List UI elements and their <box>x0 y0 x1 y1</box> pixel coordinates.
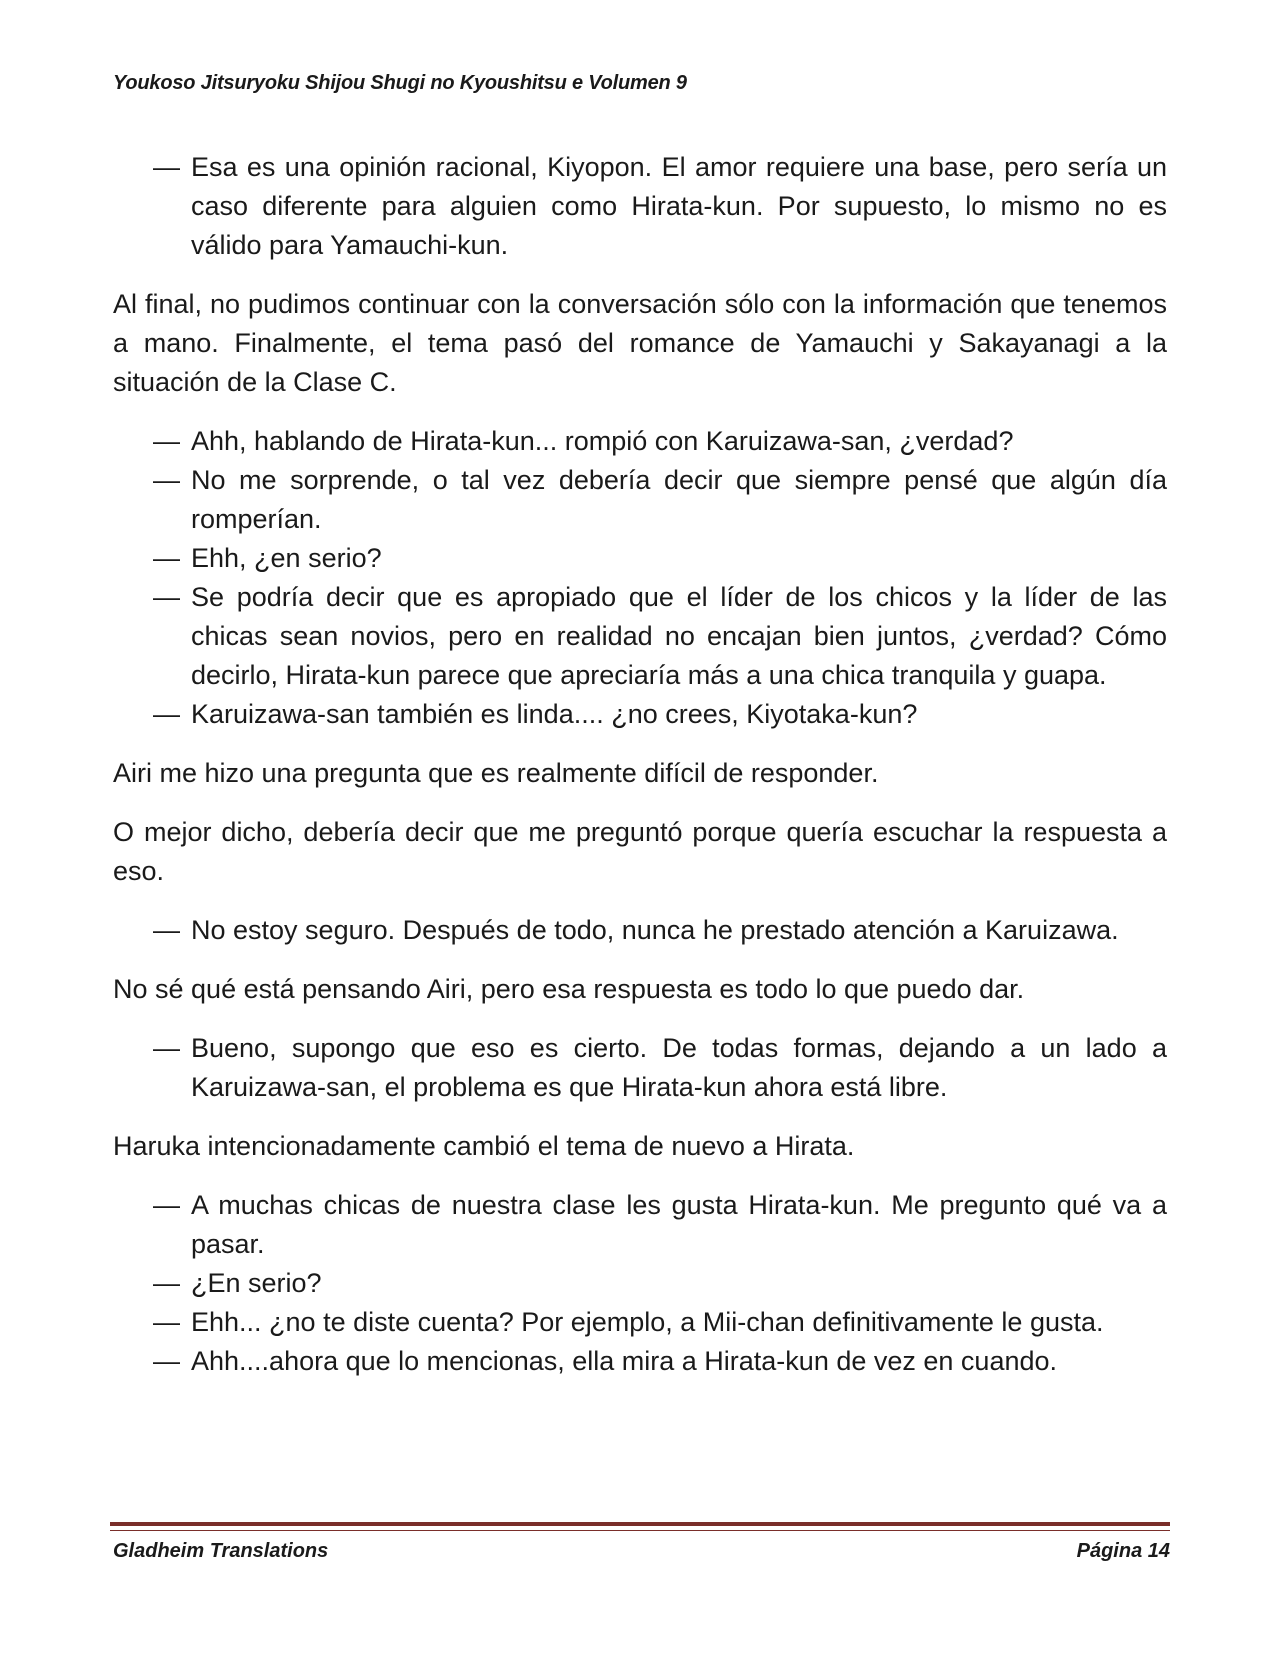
dialog-line-text: No me sorprende, o tal vez debería decir que siempre pensé que algún día romperían. <box>191 465 1167 534</box>
dialog-line-text: Se podría decir que es apropiado que el líder de los chicos y la líder de las chicas sean novios, pero en realidad no encajan bien juntos, ¿verdad? Cómo decirlo, Hirata-kun parece que apreciaría más a una chica tranquila y guapa. <box>191 582 1167 690</box>
dialog-block <box>113 1029 1167 1107</box>
narration-paragraph: Haruka intencionadamente cambió el tema de nuevo a Hirata. <box>113 1131 855 1161</box>
dialog-dash: — <box>153 543 180 573</box>
dialog-line-text: Esa es una opinión racional, Kiyopon. El amor requiere una base, pero sería un caso diferente para alguien como Hirata-kun. Por supuesto, lo mismo no es válido para Yamauchi-kun. <box>191 152 1167 260</box>
narration-paragraph: Al final, no pudimos continuar con la conversación sólo con la información que tenemos a mano. Finalmente, el tema pasó del romance de Yamauchi y Sakayanagi a la situación de la Clase C. <box>113 289 1167 397</box>
dialog-line-text: Ehh, ¿en serio? <box>191 543 382 573</box>
narration-paragraph: Airi me hizo una pregunta que es realmente difícil de responder. <box>113 758 879 788</box>
dialog-line <box>153 1264 1167 1303</box>
dialog-line-text: Ahh....ahora que lo mencionas, ella mira a Hirata-kun de vez en cuando. <box>191 1346 1058 1376</box>
dialog-line <box>153 539 1167 578</box>
dialog-line <box>153 1303 1167 1342</box>
dialog-dash: — <box>153 1268 180 1298</box>
footer-divider-thin <box>110 1530 1170 1531</box>
dialog-line <box>153 1186 1167 1264</box>
footer-publisher: Gladheim Translations <box>113 1540 329 1562</box>
dialog-line <box>153 461 1167 539</box>
dialog-dash: — <box>153 1346 180 1376</box>
dialog-line-text: Ahh, hablando de Hirata-kun... rompió con Karuizawa-san, ¿verdad? <box>191 426 1014 456</box>
dialog-dash: — <box>153 465 180 495</box>
dialog-line <box>153 578 1167 695</box>
page-header-title: Youkoso Jitsuryoku Shijou Shugi no Kyoushitsu e Volumen 9 <box>113 72 687 94</box>
narration-paragraph: O mejor dicho, debería decir que me preguntó porque quería escuchar la respuesta a eso. <box>113 817 1167 886</box>
dialog-dash: — <box>153 699 180 729</box>
dialog-dash: — <box>153 426 180 456</box>
dialog-line <box>153 911 1167 950</box>
dialog-line <box>153 1029 1167 1107</box>
dialog-block <box>113 1186 1167 1381</box>
dialog-dash: — <box>153 915 180 945</box>
dialog-dash: — <box>153 1033 180 1063</box>
dialog-dash: — <box>153 582 180 612</box>
dialog-line <box>153 422 1167 461</box>
dialog-line-text: Karuizawa-san también es linda.... ¿no crees, Kiyotaka-kun? <box>191 699 918 729</box>
dialog-line <box>153 1342 1167 1381</box>
footer-page-number: Página 14 <box>1076 1540 1170 1562</box>
page-content <box>113 148 1167 1401</box>
dialog-block <box>113 422 1167 734</box>
dialog-line-text: No estoy seguro. Después de todo, nunca he prestado atención a Karuizawa. <box>191 915 1119 945</box>
dialog-line <box>153 695 1167 734</box>
narration-paragraph: No sé qué está pensando Airi, pero esa respuesta es todo lo que puedo dar. <box>113 974 1025 1004</box>
dialog-line-text: Ehh... ¿no te diste cuenta? Por ejemplo, a Mii-chan definitivamente le gusta. <box>191 1307 1104 1337</box>
footer-divider <box>110 1522 1170 1526</box>
dialog-dash: — <box>153 1307 180 1337</box>
dialog-block <box>113 148 1167 265</box>
dialog-dash: — <box>153 1190 180 1220</box>
dialog-line <box>153 148 1167 265</box>
dialog-dash: — <box>153 152 180 182</box>
dialog-line-text: Bueno, supongo que eso es cierto. De todas formas, dejando a un lado a Karuizawa-san, el problema es que Hirata-kun ahora está libre. <box>191 1033 1167 1102</box>
dialog-line-text: A muchas chicas de nuestra clase les gusta Hirata-kun. Me pregunto qué va a pasar. <box>191 1190 1167 1259</box>
dialog-block <box>113 911 1167 950</box>
dialog-line-text: ¿En serio? <box>191 1268 322 1298</box>
